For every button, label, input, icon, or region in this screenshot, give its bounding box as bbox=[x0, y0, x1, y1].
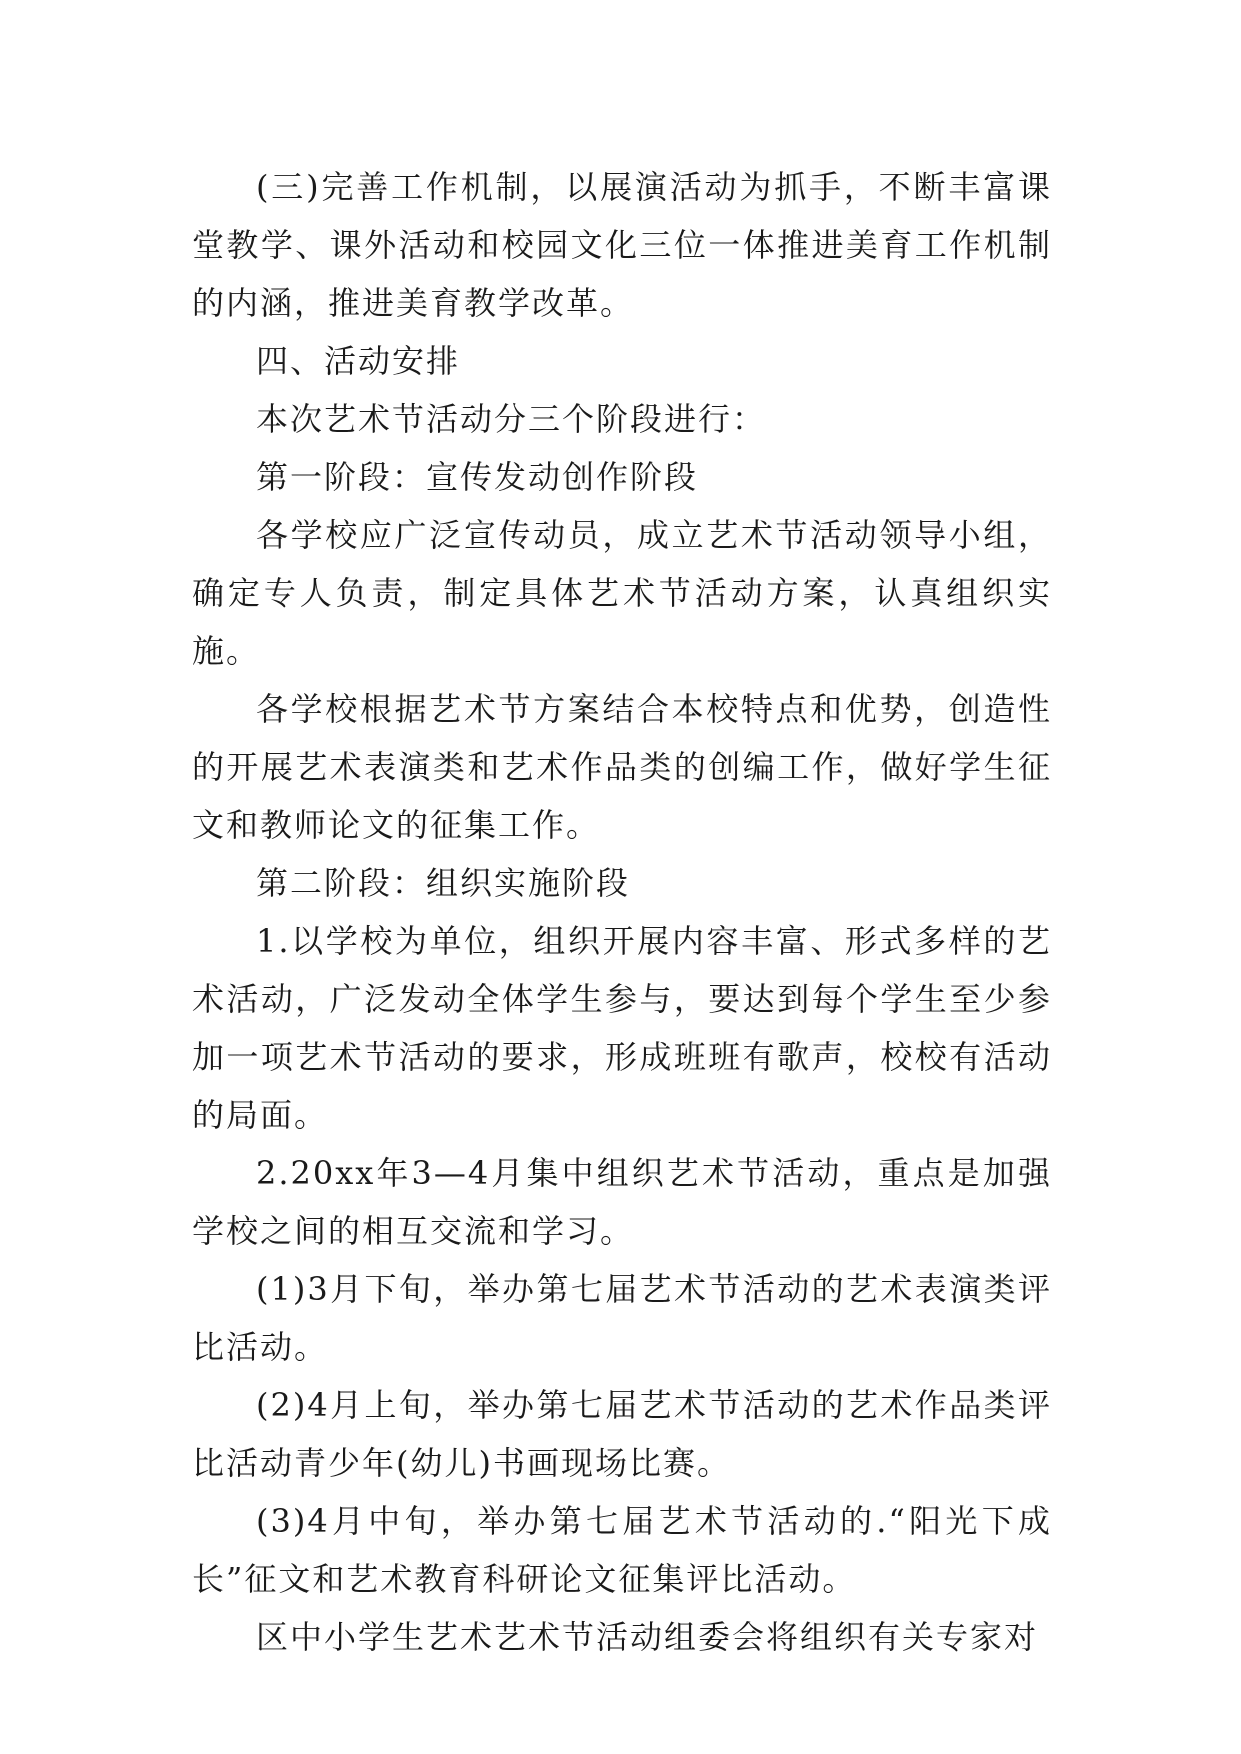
paragraph-stage-one-create: 各学校根据艺术节方案结合本校特点和优势，创造性的开展艺术表演类和艺术作品类的创编工作，做好学生征文和教师论文的征集工作。 bbox=[192, 690, 1052, 844]
document-body bbox=[192, 158, 1052, 1666]
paragraph-three-stages: 本次艺术节活动分三个阶段进行： bbox=[256, 400, 767, 438]
paragraph-item-1: 1.以学校为单位，组织开展内容丰富、形式多样的艺术活动，广泛发动全体学生参与，要达到每个学生至少参加一项艺术节活动的要求，形成班班有歌声，校校有活动的局面。 bbox=[192, 922, 1052, 1134]
paragraph-work-mechanism: (三)完善工作机制，以展演活动为抓手，不断丰富课堂教学、课外活动和校园文化三位一体推进美育工作机制的内涵，推进美育教学改革。 bbox=[192, 168, 1052, 322]
paragraph-committee: 区中小学生艺术艺术节活动组委会将组织有关专家对 bbox=[256, 1618, 1039, 1656]
paragraph-subitem-1: (1)3月下旬，举办第七届艺术节活动的艺术表演类评比活动。 bbox=[192, 1270, 1052, 1366]
paragraph-stage-one-mobilize: 各学校应广泛宣传动员，成立艺术节活动领导小组，确定专人负责，制定具体艺术节活动方案，认真组织实施。 bbox=[192, 516, 1052, 670]
heading-stage-one: 第一阶段：宣传发动创作阶段 bbox=[256, 458, 699, 496]
heading-stage-two: 第二阶段：组织实施阶段 bbox=[256, 864, 631, 902]
paragraph-item-2: 2.20xx年3—4月集中组织艺术节活动，重点是加强学校之间的相互交流和学习。 bbox=[192, 1154, 1052, 1250]
heading-activity-schedule: 四、活动安排 bbox=[256, 342, 461, 380]
paragraph-subitem-3: (3)4月中旬，举办第七届艺术节活动的.“阳光下成长”征文和艺术教育科研论文征集评比活动。 bbox=[192, 1502, 1052, 1598]
paragraph-subitem-2: (2)4月上旬，举办第七届艺术节活动的艺术作品类评比活动青少年(幼儿)书画现场比赛。 bbox=[192, 1386, 1052, 1482]
